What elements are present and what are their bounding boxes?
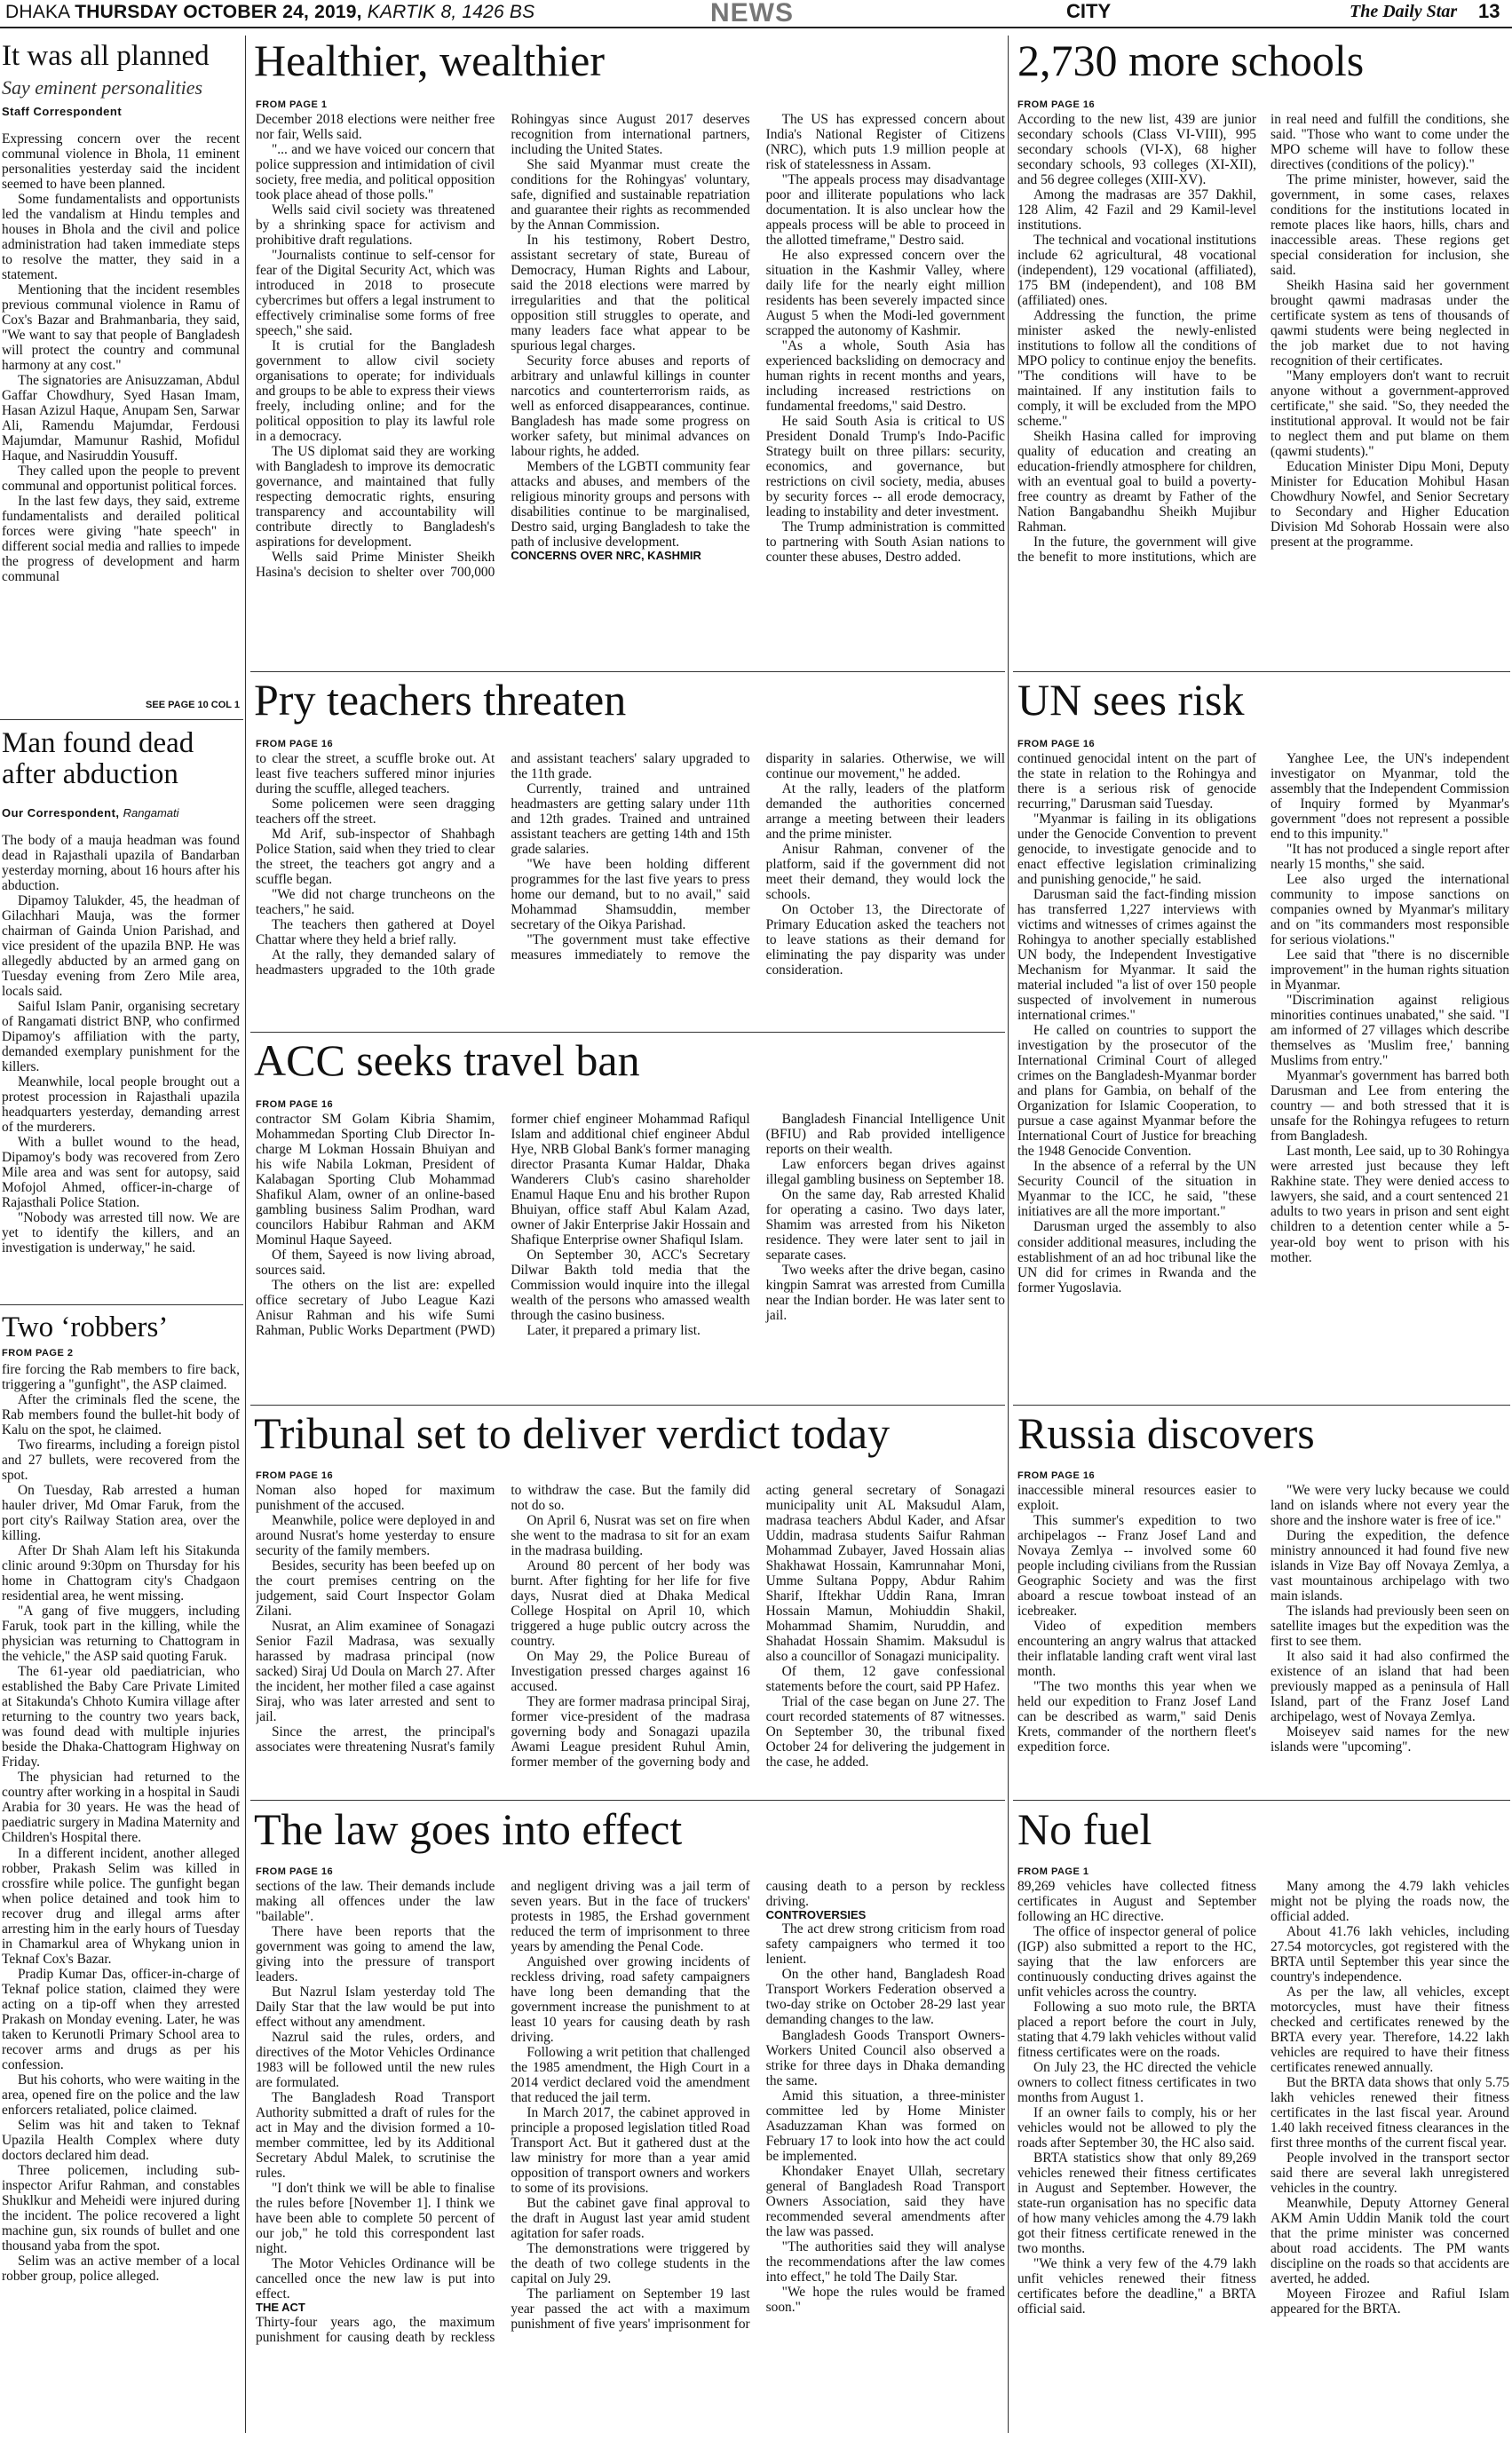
- headline-russia: Russia discovers: [1017, 1408, 1315, 1458]
- story-body-russia: inaccessible mineral resources easier to exploit. This summer's expedition to two archipelagos -- Franz Josef Land and Novaya Zemlya -- involved some 60 people including civilians from the Russian Geographic Society and was the first aboard a rescue towboat instead of an icebreaker. Video of expedition members encountering an angry walrus that attacked their inflatable landing craft went viral last month. "The two months this year when we held our expedition to Franz Josef Land can be described as warm," said Denis Krets, commander of the northern fleet's expedition force. "We were very lucky because we could land on islands where not every year the shore and the inshore water is free of ice." During the expedition, the defence ministry announced it had found five new islands in Vize Bay off Novaya Zemlya, a vast mountainous archipelago with two main islands. The islands had previously been seen on satellite images but the expedition was the first to see them. It also said it had also confirmed the existence of an island that had been previously mapped as a peninsula of Hall Island, part of the Franz Josef Land archipelago, west of Novaya Zemlya. Moiseyev said names for the new islands were "upcoming".: [1017, 1483, 1509, 1755]
- story-body-law: sections of the law. Their demands include making all offences under the law "bailable". There have been reports that the government was going to amend the law, giving into the pressure of transport leaders. But Nazrul Islam yesterday told The Daily Star that the law would be put into effect without any amendment. Nazrul said the rules, orders, and directives of the Motor Vehicles Ordinance 1983 will be followed until the new rules are formulated. The Bangladesh Road Transport Authority submitted a draft of rules for the act in May and the division formed a 10-member committee, led by its Additional Secretary Abdul Malek, to scrutinise the rules. "I don't think we will be able to finalise the rules before [November 1]. I think we have been able to complete 50 percent of our job," he told this correspondent last night. The Motor Vehicles Ordinance will be cancelled once the new law is put into effect. THE ACT Thirty-four years ago, the maximum punishment for causing death by reckless and negligent driving was a jail term of seven years. But in the face of truckers' protests in 1985, the Ershad government reduced the term of imprisonment to three years by amending the Penal Code. Anguished over growing incidents of reckless driving, road safety campaigners have long been demanding that the government increase the punishment to at least 10 years for causing death by rash driving. Following a writ petition that challenged the 1985 amendment, the High Court in a 2014 verdict declared void the amendment that reduced the jail term. In March 2017, the cabinet approved in principle a proposed legislation titled Road Transport Act. But it gathered dust at the law ministry for more than a year amid opposition of transport owners and workers to some of its provisions. But the cabinet gave final approval to the draft in August last year amid student agitation for safer roads. The demonstrations were triggered by the death of two college students in the capital on July 29. The parliament on September 19 last year passed the act with a maximum punishment of five years' imprisonment for causing death to a person by reckless driving. CONTROVERSIES The act drew strong criticism from road safety campaigners who termed it too lenient. On the other hand, Bangladesh Road Transport Workers Federation observed a two-day strike on October 28-29 last year demanding changes to the law. Bangladesh Goods Transport Owners-Workers United Council also observed a strike for three days in Dhaka demanding the same. Amid this situation, a three-minister committee led by Home Minister Asaduzzaman Khan was formed on February 17 to look into how the act could be implemented. Khondaker Enayet Ullah, secretary general of Bangladesh Road Transport Owners Association, said they have recommended several amendments after the law was passed. "The authorities said they will analyse the recommendations after the law comes into effect," he told The Daily Star. "We hope the rules would be framed soon.": [256, 1879, 1005, 2345]
- headline-tribunal: Tribunal set to deliver verdict today: [254, 1408, 891, 1458]
- headline-teachers: Pry teachers threaten: [254, 675, 627, 725]
- story-divider: [250, 1800, 1005, 1801]
- from-page-law: FROM PAGE 16: [256, 1866, 334, 1877]
- story-divider: [1013, 1800, 1510, 1801]
- from-page-schools: FROM PAGE 16: [1017, 99, 1096, 110]
- subheadline-planned: Say eminent personalities: [2, 76, 203, 99]
- headline-acc: ACC seeks travel ban: [254, 1035, 640, 1085]
- story-divider: [0, 719, 243, 720]
- byline-abduction: Our Correspondent, Rangamati: [2, 806, 179, 820]
- story-divider: [0, 1304, 243, 1305]
- story-body-abduction: The body of a mauja headman was found dead in Rajasthali upazila of Bandarban yesterday morning, about 16 hours after his abduction. Dipamoy Talukder, 45, the headman of Gilachhari Mauja, was the former chairman of Gainda Union Parishad, and vice president of the upazila BNP. He was allegedly abducted by an armed gang on Tuesday evening from Zero Mile area, locals said. Saiful Islam Panir, organising secretary of Rangamati district BNP, who confirmed Dipamoy's affiliation with the party, demanded exemplary punishment for the killers. Meanwhile, local people brought out a protest procession in Rajasthali upazila headquarters yesterday, demanding arrest of the murderers. With a bullet wound to the head, Dipamoy's body was recovered from Zero Mile area and was sent for autopsy, said Mofojol Ahmed, officer-in-charge of Rajasthali Police Station. "Nobody was arrested till now. We are yet to identify the killers, and an investigation is underway," he said.: [2, 833, 240, 1256]
- dateline: DHAKA THURSDAY OCTOBER 24, 2019, KARTIK 8, 1426 BS: [5, 2, 535, 22]
- story-body-robbers: fire forcing the Rab members to fire back, triggering a "gunfight", the ASP claimed. After the criminals fled the scene, the Rab members found the bullet-hit body of Kalu on the spot, he claimed. Two firearms, including a foreign pistol and 27 bullets, were recovered from the spot. On Tuesday, Rab arrested a human hauler driver, Md Omar Faruk, from the port city's Railway Station area, over the killing. After Dr Shah Alam left his Sitakunda clinic around 9:30pm on Thursday for his home in Chattogram city's Chadgaon residential area, he went missing. "A gang of five muggers, including Faruk, took part in the killing, while the physician was returning to Chattogram in the vehicle," the ASP said quoting Faruk. The 61-year old paediatrician, who established the Baby Care Private Limited at Sitakunda's Chhoto Kumira village after returning to the country two years back, was found dead with multiple injuries beside the Dhaka-Chattogram Highway on Friday. The physician had returned to the country after working in a hospital in Saudi Arabia for 30 years. He was the head of paediatric surgery in Madina Maternity and Children's Hospital there. In a different incident, another alleged robber, Prakash Selim was killed in crossfire while police. The gunfight began when police detained and took him to recover drug and illegal arms after arresting him in the early hours of Tuesday in Chamarkul area of Whykang union in Teknaf Cox's Bazar. Pradip Kumar Das, officer-in-charge of Teknaf police station, claimed they were acting on a tip-off when they arrested Prakash on Monday evening. Later, he was taken to Kerunotli Primary School area to recover arms and drugs as per his confession. But his cohorts, who were waiting in the area, opened fire on the police and the law enforcers retaliated, police claimed. Selim was hit and taken to Teknaf Upazila Health Complex where duty doctors declared him dead. Three policemen, including sub-inspector Arifur Rahman, and constables Shuklkur and Meheidi were injured during the incident. The police recovered a light machine gun, six rounds of bullet and one thousand yaba from the spot. Selim was an active member of a local robber group, police alleged.: [2, 1362, 240, 2284]
- story-body-healthier: December 2018 elections were neither free nor fair, Wells said. "... and we have voiced our concern that police suppression and intimidation of civil society, free media, and political opposition took place ahead of those polls." Wells said civil society was threatened by a shrinking space for activism and prohibitive draft regulations. "Journalists continue to self-censor for fear of the Digital Security Act, which was introduced in 2018 to prosecute cybercrimes but offers a legal instrument to effectively criminalise some forms of free speech," she said. It is crutial for the Bangladesh government to allow civil society organisations to operate; for individuals and groups to be able to express their views freely, including online; and for the political opposition to play its lawful role in a democracy. The US diplomat said they are working with Bangladesh to improve its democratic governance, and maintained that fully respecting democratic rights, ensuring transparency and accountability will contribute directly to Bangladesh's aspirations for development. Wells said Prime Minister Sheikh Hasina's decision to shelter over 700,000 Rohingyas since August 2017 deserves recognition from international partners, including the United States. She said Myanmar must create the conditions for the Rohingyas' voluntary, safe, dignified and sustainable repatriation and guarantee their rights as recommended by the Annan Commission. In his testimony, Robert Destro, assistant secretary of state, Bureau of Democracy, Human Rights and Labour, said the 2018 elections were marred by irregularities and that the political opposition still struggles to operate, and many leaders face what appear to be spurious legal charges. Security force abuses and reports of arbitrary and unlawful killings in counter narcotics and counterterrorism raids, as well as enforced disappearances, continue. Bangladesh has made some progress on worker safety, but minimal advances on labour rights, he added. Members of the LGBTI community fear attacks and abuses, and members of the religious minority groups and persons with disabilities continue to be marginalised, Destro said, urging Bangladesh to take the path of inclusive development. CONCERNS OVER NRC, KASHMIR The US has expressed concern about India's National Register of Citizens (NRC), which puts 1.9 million people at risk of statelessness in Assam. "The appeals process may disadvantage poor and illiterate populations who lack documentation. It is also unclear how the appeals process will be able to proceed in the allotted timeframe," Destro said. He also expressed concern over the situation in the Kashmir Valley, where daily life for the nearly eight million residents has been severely impacted since August 5 when the Modi-led government scrapped the autonomy of Kashmir. "As a whole, South Asia has experienced backsliding on democracy and human rights in recent months and years, including increased restrictions on fundamental freedoms," said Destro. He said South Asia is critical to US President Donald Trump's Indo-Pacific Strategy built on three pillars: security, economics, and governance, but restrictions on civil society, media, abuses by security forces -- all erode democracy, leading to instability and deter investment. The Trump administration is committed to partnering with South Asian nations to counter these abuses, Destro added.: [256, 112, 1005, 581]
- story-body-teachers: to clear the street, a scuffle broke out. At least five teachers suffered minor injuries during the scuffle, alleged teachers. Some policemen were seen dragging teachers off the street. Md Arif, sub-inspector of Shahbagh Police Station, said when they tried to clear the street, the teachers got angry and a scuffle began. "We did not charge truncheons on the teachers," he said. The teachers then gathered at Doyel Chattar where they held a brief rally. At the rally, they demanded salary of headmasters upgraded to the 10th grade and assistant teachers' salary upgraded to the 11th grade. Currently, trained and untrained headmasters are getting salary under 11th and 12th grades. Trained and untrained assistant teachers are getting 14th and 15th grade salaries. "We have been holding different programmes for the last five years to press home our demand, but to no avail," said Mohammad Shamsuddin, member secretary of the Oikya Parishad. "The government must take effective measures immediately to remove the disparity in salaries. Otherwise, we will continue our movement," he added. At the rally, leaders of the platform demanded the authorities concerned arrange a meeting between their leaders and the prime minister. Anisur Rahman, convener of the platform, said if the government did not meet their demand, they would lock the schools. On October 13, the Directorate of Primary Education asked the teachers not to leave stations as their demand for eliminating the pay disparity was under consideration.: [256, 751, 1005, 978]
- from-page-russia: FROM PAGE 16: [1017, 1470, 1096, 1481]
- from-page-acc: FROM PAGE 16: [256, 1099, 334, 1110]
- masthead: [0, 0, 1512, 28]
- section-label: NEWS: [710, 0, 794, 28]
- story-body-planned: Expressing concern over the recent communal violence in Bhola, 11 eminent personalities yesterday said the incident seemed to have been planned. Some fundamentalists and opportunists led the vandalism at Hindu temples and houses in Bhola and the civil and police administration had taken immediate steps to resolve the matter, they said in a statement. Mentioning that the incident resembles previous communal violence in Ramu of Cox's Bazar and Brahmanbaria, they said, "We want to say that people of Bangladesh will protect the country and communal harmony at any cost." The signatories are Anisuzzaman, Abdul Gaffar Chowdhury, Syed Hasan Imam, Hasan Azizul Haque, Anupam Sen, Sarwar Ali, Ramendu Majumdar, Ferdousi Majumdar, Mamunur Rashid, Mofidul Haque, and Nasiruddin Yousuff. They called upon the people to prevent communal and opportunist political forces. In the last few days, they said, extreme fundamentalists and derailed political forces were giving "hate speech" in different social media and rallies to impede the progress of development and harm communal: [2, 131, 240, 585]
- headline-un: UN sees risk: [1017, 675, 1245, 725]
- from-page-fuel: FROM PAGE 1: [1017, 1866, 1089, 1877]
- from-page-teachers: FROM PAGE 16: [256, 739, 334, 749]
- column-rule: [1008, 36, 1009, 2433]
- byline-planned: Staff Correspondent: [2, 105, 123, 118]
- story-divider: [1013, 671, 1510, 672]
- headline-law: The law goes into effect: [254, 1804, 683, 1854]
- from-page-un: FROM PAGE 16: [1017, 739, 1096, 749]
- headline-fuel: No fuel: [1017, 1804, 1152, 1854]
- column-rule: [245, 36, 246, 2433]
- headline-healthier: Healthier, wealthier: [254, 36, 606, 85]
- from-page-healthier: FROM PAGE 1: [256, 99, 328, 110]
- headline-planned: It was all planned: [2, 40, 210, 72]
- story-divider: [1013, 1405, 1510, 1406]
- subsection-label: CITY: [1066, 0, 1112, 22]
- brand-logo: The Daily Star: [1350, 2, 1458, 21]
- story-divider: [250, 671, 1005, 672]
- story-body-acc: contractor SM Golam Kibria Shamim, Mohammedan Sporting Club Director In-charge M Lokman Hossain Bhuiyan and his wife Nabila Lokman, President of Kalabagan Sporting Club Mohammad Shafikul Alam, owner of an online-based gambling business Salim Prodhan, ward councilors Habibur Rahman and AKM Mominul Haque Sayeed. Of them, Sayeed is now living abroad, sources said. The others on the list are: expelled office secretary of Jubo League Kazi Anisur Rahman and his wife Sumi Rahman, Public Works Department (PWD) former chief engineer Mohammad Rafiqul Islam and additional chief engineer Abdul Hye, NRB Global Bank's former managing director Prasanta Kumar Haldar, Dhaka Wanderers Club's casino shareholder Enamul Haque Enu and his brother Rupon Bhuiyan, office staff Abul Kalam Azad, owner of Jakir Enterprise Jakir Hossain and Shafique Enterprise owner Shafiqul Islam. On September 30, ACC's Secretary Dilwar Bakth told media that the Commission would inquire into the illegal wealth of the persons who amassed wealth through the casino business. Later, it prepared a primary list. Bangladesh Financial Intelligence Unit (BFIU) and Rab provided intelligence reports on their wealth. Law enforcers began drives against illegal gambling business on September 18. On the same day, Rab arrested Khalid for operating a casino. Two days later, Shamim was arrested from his Niketon residence. They were later sent to jail in separate cases. Two weeks after the drive began, casino kingpin Samrat was arrested from Cumilla near the Indian border. He was later sent to jail.: [256, 1112, 1005, 1339]
- continued-line: SEE PAGE 10 COL 1: [146, 700, 240, 710]
- story-divider: [250, 1032, 1005, 1033]
- story-body-fuel: 89,269 vehicles have collected fitness certificates in August and September following an HC directive. The office of inspector general of police (IGP) also submitted a report to the HC, saying that the law enforcers are continuously conducting drives against the unfit vehicles across the country. Following a suo moto rule, the BRTA placed a report before the court in July, stating that 4.79 lakh vehicles without valid fitness certificates were on the roads. On July 23, the HC directed the vehicle owners to collect fitness certificates in two months from August 1. If an owner fails to comply, his or her vehicles would not be allowed to ply the roads after September 30, the HC also said. BRTA statistics show that only 89,269 vehicles renewed their fitness certificates in August and September. However, the state-run organisation has no specific data of how many vehicles among the 4.79 lakh got their fitness certificate renewed in the two months. "We think a very few of the 4.79 lakh unfit vehicles renewed their fitness certificates before the deadline," a BRTA official said. Many among the 4.79 lakh vehicles might not be plying the roads now, the official added. About 41.76 lakh vehicles, including 27.54 motorcycles, got registered with the BRTA until September this year since the country's independence. As per the law, all vehicles, except motorcycles, must have their fitness checked and certificates renewed by the BRTA every year. Therefore, 14.22 lakh vehicles are required to have their fitness certificates renewed annually. But the BRTA data shows that only 5.75 lakh vehicles renewed their fitness certificates in the last fiscal year. Around 1.40 lakh received fitness clearances in the first three months of the current fiscal year. People involved in the transport sector said there are several lakh unregistered vehicles in the country. Meanwhile, Deputy Attorney General AKM Amin Uddin Manik told the court that the prime minister was concerned about road accidents. The PM wants discipline on the roads so that accidents are averted, he added. Moyeen Firozee and Rafiul Islam appeared for the BRTA.: [1017, 1879, 1509, 2317]
- page-number: 13: [1478, 0, 1500, 22]
- story-body-un: continued genocidal intent on the part of the state in relation to the Rohingya and there is a serious risk of genocide recurring," Darusman said Tuesday. "Myanmar is failing in its obligations under the Genocide Convention to prevent genocide, to investigate genocide and to enact effective legislation criminalizing and punishing genocide," he said. Darusman said the fact-finding mission has transferred 1,227 interviews with victims and witnesses of crimes against the Rohingya to another specially established UN body, the Independent Investigative Mechanism for Myanmar. It said the material included "a list of over 150 people suspected of involvement in numerous international crimes." He called on countries to support the investigation by the prosecutor of the International Criminal Court of alleged crimes on the Bangladesh-Myanmar border and plans for Gambia, on behalf of the Organization for Islamic Cooperation, to pursue a case against Myanmar before the International Court of Justice for breaching the 1948 Genocide Convention. In the absence of a referral by the UN Security Council of the situation in Myanmar to the ICC, he said, "these initiatives are all the more important." Darusman urged the assembly to also consider additional measures, including the establishment of an ad hoc tribunal like the UN did for crimes in Rwanda and the former Yugoslavia. Yanghee Lee, the UN's independent investigator on Myanmar, told the assembly that the Independent Commission of Inquiry formed by Myanmar's government "does not represent a possible end to this impunity." "It has not produced a single report after nearly 15 months," she said. Lee also urged the international community to impose sanctions on companies owned by Myanmar's military and on "its commanders most responsible for serious violations." Lee said that "there is no discernible improvement" in the human rights situation in Myanmar. "Discrimination against religious minorities continues unabated," she said. "I am informed of 27 villages which describe themselves as 'Muslim free,' banning Muslims from entry." Myanmar's government has barred both Darusman and Lee from entering the country — and both stressed that it is unsafe for the Rohingya refugees to return from Bangladesh. Last month, Lee said, up to 30 Rohingya were arrested just because they left Rakhine state. They were denied access to lawyers, she said, and a court sentenced 21 adults to two years in prison and sent eight children to a detention center while a 5-year-old boy went to prison with his mother.: [1017, 751, 1509, 1295]
- headline-schools: 2,730 more schools: [1017, 36, 1365, 85]
- from-page-robbers: FROM PAGE 2: [2, 1348, 74, 1359]
- story-body-tribunal: Noman also hoped for maximum punishment of the accused. Meanwhile, police were deployed in and around Nusrat's home yesterday to ensure security of the family members. Besides, security has been beefed up on the court premises centring on the judgement, said Court Inspector Golam Zilani. Nusrat, an Alim examinee of Sonagazi Senior Fazil Madrasa, was sexually harassed by madrasa principal (now sacked) Siraj Ud Doula on March 27. After the incident, her mother filed a case against Siraj, who was later arrested and sent to jail. Since the arrest, the principal's associates were threatening Nusrat's family to withdraw the case. But the family did not do so. On April 6, Nusrat was set on fire when she went to the madrasa to sit for an exam in the madrasa building. Around 80 percent of her body was burnt. After fighting for her life for five days, Nusrat died at Dhaka Medical College Hospital on April 10, which triggered a huge public outcry across the country. On May 29, the Police Bureau of Investigation pressed charges against 16 accused. They are former madrasa principal Siraj, former vice-president of the madrasa governing body and Sonagazi upazila Awami League president Ruhul Amin, former member of the governing body and acting general secretary of Sonagazi municipality unit AL Maksudul Alam, madrasa teachers Abdul Kader, and Afsar Uddin, madrasa students Saifur Rahman Mohammad Zubayer, Javed Hossain alias Shakhawat Hossain, Kamrunnahar Moni, Umme Sultana Poppy, Abdur Rahim Sharif, Iftekhar Uddin Rana, Imran Hossain Mamun, Mohiuddin Shakil, Mohammad Shamim, Nuruddin, and Shahadat Hossain Shamim. Maksudul is also a councillor of Sonagazi municipality. Of them, 12 gave confessional statements before the court, said PP Hafez. Trial of the case began on June 27. The court recorded statements of 87 witnesses. On September 30, the tribunal fixed October 24 for delivering the judgement in the case, he added.: [256, 1483, 1005, 1771]
- headline-abduction: Man found dead after abduction: [2, 727, 194, 790]
- from-page-tribunal: FROM PAGE 16: [256, 1470, 334, 1481]
- story-divider: [250, 1405, 1005, 1406]
- story-body-schools: According to the new list, 439 are junior secondary schools (Class VI-VIII), 995 secondary schools (VI-X), 68 higher secondary schools, 93 colleges (XI-XII), and 56 degree colleges (XIII-XV). Among the madrasas are 357 Dakhil, 128 Alim, 42 Fazil and 29 Kamil-level institutions. The technical and vocational institutions include 62 agricultural, 48 vocational (independent), 129 vocational (affiliated), 175 BM (independent), and 108 BM (affiliated) ones. Addressing the function, the prime minister asked the newly-enlisted institutions to follow all the conditions of MPO policy to continue enjoy the benefits. "The conditions will have to be maintained. If any institution fails to comply, it will be excluded from the MPO scheme." Sheikh Hasina called for improving quality of education and creating an education-friendly atmosphere for children, with an eventual goal to build a poverty-free country as dreamt by Father of the Nation Bangabandhu Sheikh Mujibur Rahman. In the future, the government will give the benefit to more institutions, which are in real need and fulfill the conditions, she said. "Those who want to come under the MPO scheme will have to follow these directives (conditions of the policy)." The prime minister, however, said the government, in some cases, relaxes conditions for the institutions located in remote places like haors, hills, chars and inaccessible areas. These regions get special consideration for inclusion, she said. Sheikh Hasina said her government brought qawmi madrasas under the certificate system as tens of thousands of qawmi students were being neglected in the job market due to not having recognition of their certificates. "Many employers don't want to recruit anyone without a government-approved certificate," she said. "So, they needed the institutional approval. It would not be fair to neglect them and put blame on them (qawmi students)." Education Minister Dipu Moni, Deputy Minister for Education Mohibul Hasan Chowdhury Nowfel, and Senior Secretary to Secondary and Higher Education Division Md Sohorab Hossain were also present at the programme.: [1017, 112, 1509, 566]
- headline-robbers: Two ‘robbers’: [2, 1311, 169, 1343]
